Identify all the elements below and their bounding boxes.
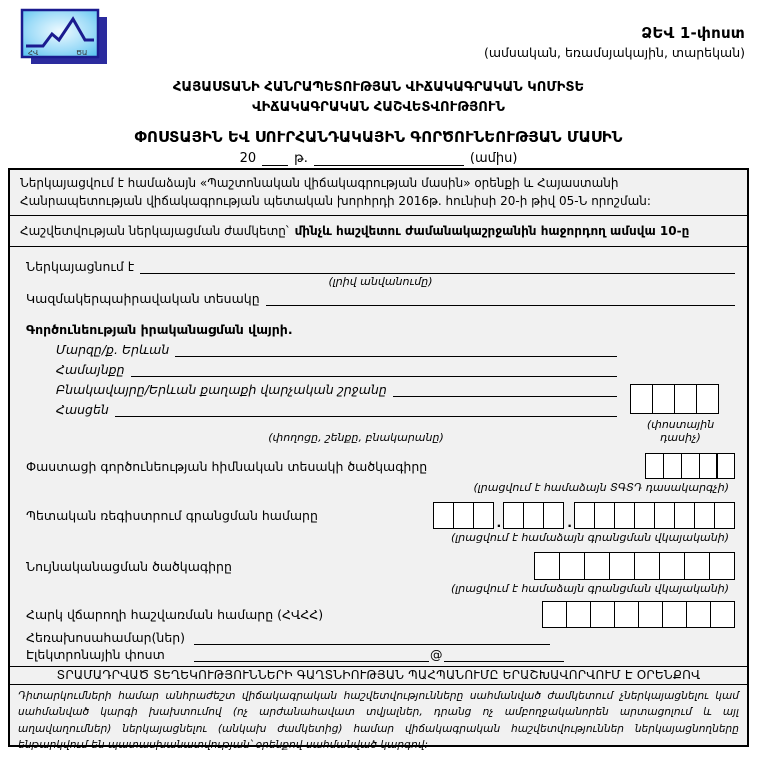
input-cell[interactable] bbox=[662, 601, 687, 628]
location-section bbox=[26, 322, 735, 444]
tin-grid[interactable] bbox=[543, 601, 735, 628]
chart-logo-icon bbox=[18, 6, 114, 70]
email-row bbox=[26, 647, 735, 662]
statistical-committee-logo bbox=[18, 6, 114, 74]
activity-code-grid[interactable] bbox=[646, 453, 735, 479]
email-local-input-line[interactable] bbox=[194, 647, 429, 662]
deadline-cell bbox=[10, 216, 747, 247]
presenter-input-line[interactable] bbox=[140, 259, 735, 274]
input-cell[interactable] bbox=[638, 601, 663, 628]
input-cell[interactable] bbox=[559, 552, 585, 580]
month-input-line[interactable] bbox=[314, 151, 464, 166]
deadline-prefix: Հաշվետվության ներկայացման ժամկետը՝ bbox=[20, 224, 289, 238]
main-form-cell bbox=[10, 247, 747, 666]
input-cell[interactable] bbox=[681, 453, 700, 479]
input-cell[interactable] bbox=[652, 384, 675, 414]
tin-row bbox=[26, 601, 735, 628]
input-cell[interactable] bbox=[590, 601, 615, 628]
input-cell[interactable] bbox=[433, 502, 454, 529]
community-input-line[interactable] bbox=[131, 362, 618, 377]
settlement-input-line[interactable] bbox=[393, 382, 617, 397]
form-periodicity: (ամսական, եռամսյակային, տարեկան) bbox=[483, 45, 745, 60]
legal-type-label: Կազմակերպաիրավական տեսակը bbox=[26, 291, 260, 306]
email-label: Էլեկտրոնային փոստ bbox=[26, 647, 165, 662]
year-input-line[interactable] bbox=[262, 151, 288, 166]
activity-code-label: Փաստացի գործունեության հիմնական տեսակի ծածկագիրը bbox=[26, 458, 428, 474]
register-number-grids bbox=[434, 502, 736, 529]
input-cell[interactable] bbox=[696, 384, 719, 414]
input-cell[interactable] bbox=[694, 502, 715, 529]
input-cell[interactable] bbox=[716, 453, 735, 479]
input-cell[interactable] bbox=[584, 552, 610, 580]
input-cell[interactable] bbox=[674, 502, 695, 529]
input-cell[interactable] bbox=[714, 502, 735, 529]
report-title: ՓՈՍՏԱՅԻՆ ԵՎ ՍՈՒՐՀԱՆԴԱԿԱՅԻՆ ԳՈՐԾՈՒՆԵՈՒԹՅԱՆ ՄԱՍԻՆ bbox=[134, 128, 623, 146]
deadline-bold: մինչև հաշվետու ժամանակաշրջանին հաջորդող ամսվա 10-ը bbox=[294, 224, 690, 238]
input-cell[interactable] bbox=[473, 502, 494, 529]
report-kind: ՎԻՃԱԿԱԳՐԱԿԱՆ ՀԱՇՎԵՏՎՈՒԹՅՈՒՆ bbox=[252, 100, 505, 115]
logo-left-letters: ՀՎ bbox=[28, 49, 39, 57]
id-code-hint: (լրացվում է համաձայն գրանցման վկայականի) bbox=[451, 582, 729, 595]
activity-code-row bbox=[26, 453, 735, 479]
input-cell[interactable] bbox=[710, 601, 735, 628]
logo-right-letters: ԾԱ bbox=[76, 49, 88, 57]
email-domain-input-line[interactable] bbox=[444, 647, 564, 662]
input-cell[interactable] bbox=[543, 502, 564, 529]
input-cell[interactable] bbox=[453, 502, 474, 529]
phone-row bbox=[26, 630, 735, 645]
input-cell[interactable] bbox=[709, 552, 735, 580]
id-code-row bbox=[26, 552, 735, 580]
year-prefix: 20 bbox=[239, 151, 257, 166]
tin-label: Հարկ վճարողի հաշվառման համարը (ՀՎՀՀ) bbox=[26, 607, 324, 622]
legal-basis-cell: Ներկայացվում է համաձայն «Պաշտոնական վիճակագրության մասին» օրենքի և Հայաստանի Հանրապետության վիճակագրության պետական խորհրդի 2016թ. հունիսի 20-ի թիվ 05-Ն որոշման: bbox=[10, 170, 747, 216]
region-input-line[interactable] bbox=[175, 342, 617, 357]
input-cell[interactable] bbox=[566, 601, 591, 628]
committee-name: ՀԱՅԱՍՏԱՆԻ ՀԱՆՐԱՊԵՏՈՒԹՅԱՆ ՎԻՃԱԿԱԳՐԱԿԱՆ ԿՈՄԻՏԵ bbox=[172, 80, 585, 95]
community-label: Համայնքը bbox=[56, 362, 125, 377]
input-cell[interactable] bbox=[542, 601, 567, 628]
input-cell[interactable] bbox=[503, 502, 524, 529]
input-cell[interactable] bbox=[645, 453, 664, 479]
register-grid-2[interactable] bbox=[504, 502, 564, 529]
input-cell[interactable] bbox=[594, 502, 615, 529]
register-dot-2: . bbox=[567, 514, 572, 530]
postal-code-grid[interactable] bbox=[631, 384, 719, 414]
input-cell[interactable] bbox=[614, 502, 635, 529]
year-month-row bbox=[0, 151, 757, 166]
register-dot-1: . bbox=[496, 514, 502, 530]
input-cell[interactable] bbox=[686, 601, 711, 628]
input-cell[interactable] bbox=[674, 384, 697, 414]
register-number-label: Պետական ռեգիստրում գրանցման համարը bbox=[26, 508, 318, 523]
id-code-grid[interactable] bbox=[535, 552, 735, 580]
form-code: ՁԵՎ 1-փոստ bbox=[641, 24, 745, 42]
id-code-label: Նույնականացման ծածկագիրը bbox=[26, 558, 232, 574]
input-cell[interactable] bbox=[609, 552, 635, 580]
input-cell[interactable] bbox=[630, 384, 653, 414]
location-header: Գործունեության իրականացման վայրի. bbox=[26, 322, 293, 337]
region-row bbox=[56, 342, 735, 357]
confidentiality-banner: ՏՐԱՄԱԴՐՎԱԾ ՏԵՂԵԿՈՒԹՅՈՒՆՆԵՐԻ ԳԱՂՏՆԻՈՒԹՅԱՆ ՊԱՀՊԱՆՈՒՄԸ ԵՐԱՇԽԱՎՈՐՎՈՒՄ Է ՕՐԵՆՔՈՎ bbox=[10, 666, 747, 684]
settlement-label: Բնակավայրը/Երևան քաղաքի վարչական շրջանը bbox=[56, 382, 387, 397]
input-cell[interactable] bbox=[634, 502, 655, 529]
register-number-row bbox=[26, 502, 735, 529]
input-cell[interactable] bbox=[659, 552, 685, 580]
phone-input-line[interactable] bbox=[194, 630, 550, 645]
presenter-hint: (լրիվ անվանումը) bbox=[328, 275, 433, 288]
location-hints-row bbox=[26, 418, 735, 444]
presenter-label: Ներկայացնում է bbox=[26, 259, 135, 274]
form-sheet bbox=[8, 168, 749, 752]
email-at-symbol: @ bbox=[430, 647, 443, 662]
address-input-line[interactable] bbox=[115, 402, 617, 417]
input-cell[interactable] bbox=[684, 552, 710, 580]
address-hint: (փողոցը, շենքը, բնակարանը) bbox=[268, 431, 444, 444]
input-cell[interactable] bbox=[534, 552, 560, 580]
presenter-row bbox=[26, 259, 735, 274]
legal-type-input-line[interactable] bbox=[266, 291, 735, 306]
phone-label: Հեռախոսահամար(ներ) bbox=[26, 630, 186, 645]
input-cell[interactable] bbox=[574, 502, 595, 529]
liability-paragraph: Դիտարկումների համար անհրաժեշտ վիճակագրական հաշվետվությունները սահմանված ժամկետում չներկայացնելու կամ սահմանված կարգի խախտումով (ոչ արժանահավատ տվյալներ, դրանց ոչ ամբողջականորեն արտացոլում և այլ աղավաղումներ) ներկայացնելու (անկախ ժամկետից) համար վիճակագրական հաշվետվություններ ներկայացնողները ենթարկվում են պատասխանատվության՝ օրենքով սահմանված կարգով: bbox=[10, 684, 747, 758]
legal-type-row bbox=[26, 291, 735, 306]
month-hint: (ամիս) bbox=[469, 151, 518, 166]
postal-code-hint: (փոստային դասիչ) bbox=[646, 418, 715, 444]
region-label: Մարզը/ք. Երևան bbox=[56, 342, 170, 357]
input-cell[interactable] bbox=[614, 601, 639, 628]
address-label: Հասցեն bbox=[56, 402, 109, 417]
input-cell[interactable] bbox=[654, 502, 675, 529]
register-number-hint: (լրացվում է համաձայն գրանցման վկայականի) bbox=[451, 531, 729, 544]
input-cell[interactable] bbox=[523, 502, 544, 529]
community-row bbox=[56, 362, 735, 377]
register-grid-1[interactable] bbox=[434, 502, 494, 529]
input-cell[interactable] bbox=[663, 453, 682, 479]
input-cell[interactable] bbox=[634, 552, 660, 580]
year-suffix: թ. bbox=[294, 151, 308, 166]
activity-code-hint: (լրացվում է համաձայն ՏԳՏԴ դասակարգչի) bbox=[473, 481, 729, 494]
register-grid-3[interactable] bbox=[575, 502, 735, 529]
